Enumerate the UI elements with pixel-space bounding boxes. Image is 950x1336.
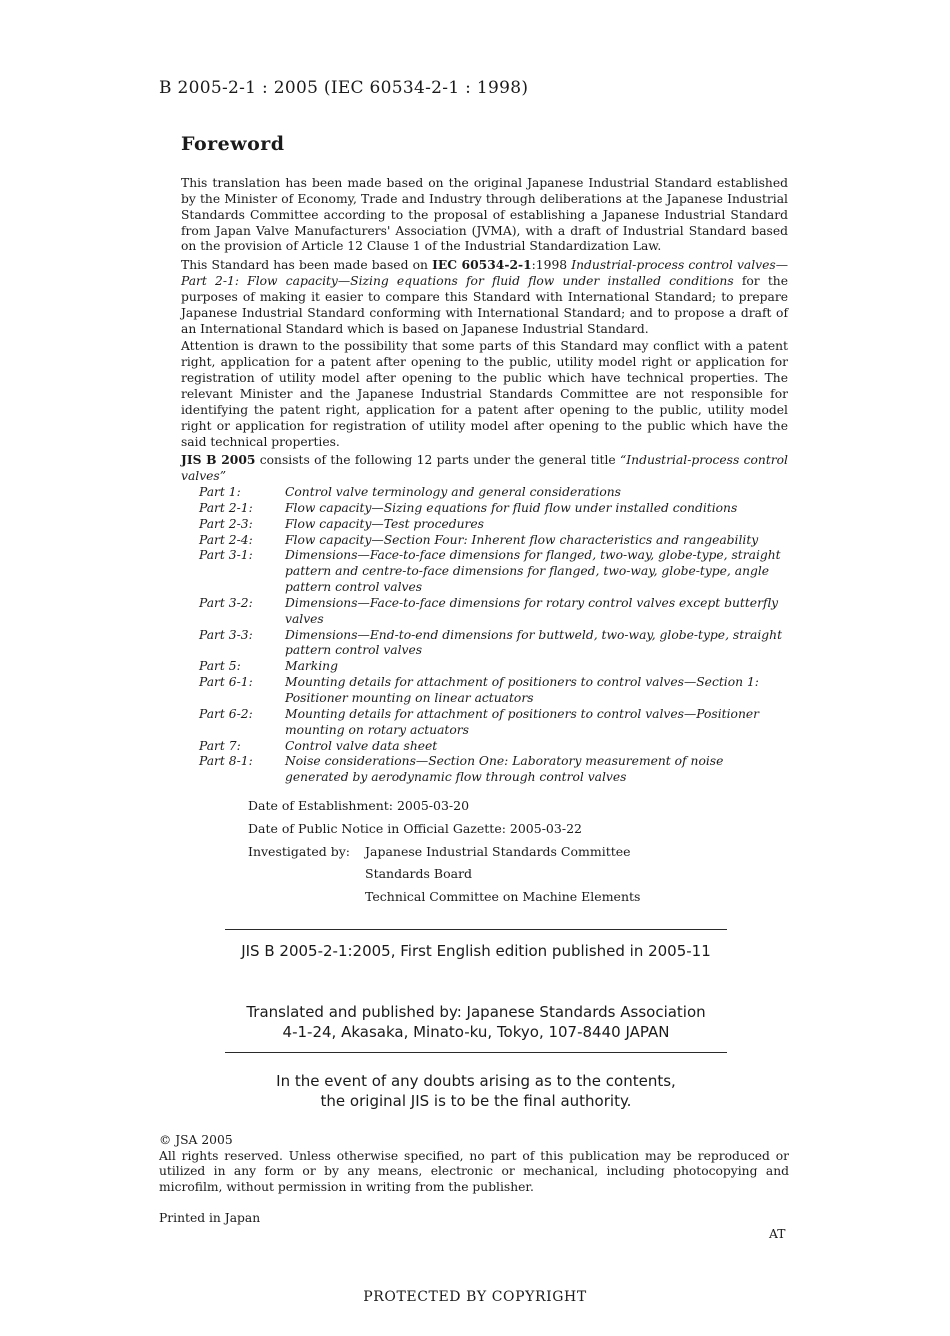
part-number: Part 6-1: — [199, 675, 253, 690]
general-title: “Industrial-process control valves” — [181, 453, 788, 484]
part-number: Part 3-2: — [199, 595, 253, 610]
foreword-heading: Foreword — [181, 133, 285, 155]
part-title: Flow capacity—Section Four: Inherent flow characteristics and rangeability — [285, 532, 759, 547]
notice-line-1: In the event of any doubts arising as to the contents, — [276, 1072, 676, 1090]
divider-bottom — [225, 1052, 727, 1053]
part-item — [199, 533, 788, 549]
part-item — [199, 628, 788, 660]
parts-intro-text: consists of the following 12 parts under the general title — [255, 453, 621, 468]
publisher-block — [225, 1002, 727, 1042]
basis-purpose: for the purposes of making it easier to compare this Standard with International Standard; to prepare Japanese Industrial Standard conforming with International Standard; and to propose a draft of an International Standard which is based on Japanese Industrial Standard. — [181, 274, 788, 336]
part-item — [199, 596, 788, 628]
standard-metadata — [248, 795, 640, 909]
edition-line: JIS B 2005-2-1:2005, First English edition published in 2005-11 — [241, 942, 711, 960]
part-number: Part 6-2: — [199, 706, 253, 721]
part-item — [199, 707, 788, 739]
part-number: Part 7: — [199, 738, 241, 753]
foreword-body — [181, 176, 788, 786]
part-number: Part 3-1: — [199, 548, 253, 563]
part-item — [199, 659, 788, 675]
part-title: Marking — [285, 659, 338, 674]
part-number: Part 2-3: — [199, 516, 253, 531]
part-title: Noise considerations—Section One: Laboratory measurement of noise generated by aerodynamic flow through control valves — [285, 754, 724, 785]
investigator-3: Technical Committee on Machine Elements — [365, 889, 641, 905]
iec-reference: IEC 60534-2-1 — [432, 257, 532, 273]
investigator-1: Japanese Industrial Standards Committee — [365, 843, 631, 859]
establishment-date: Date of Establishment: 2005-03-20 — [248, 798, 470, 813]
part-number: Part 8-1: — [199, 754, 253, 769]
basis-intro: This Standard has been made based on — [181, 258, 433, 273]
part-item — [199, 517, 788, 533]
paragraph-translation: This translation has been made based on the original Japanese Industrial Standard established by the Minister of Economy, Trade and Industry through deliberations at the Japanese Industrial Standards Committee according to the proposal of establishing a Japanese Industrial Standard from Japan Valve Manufacturers' Association (JVMA), with a draft of Industrial Standard based on the provision of Article 12 Clause 1 of the Industrial Standardization Law. — [181, 176, 788, 254]
part-item — [199, 675, 788, 707]
divider-top — [225, 929, 727, 930]
copyright-symbol-line: © JSA 2005 — [159, 1133, 233, 1147]
part-number: Part 2-4: — [199, 532, 253, 547]
copyright-block — [159, 1133, 789, 1195]
notice-line-2: the original JIS is to be the final authority. — [320, 1092, 632, 1110]
part-number: Part 1: — [199, 485, 241, 500]
part-number: Part 2-1: — [199, 500, 253, 515]
part-title: Dimensions—Face-to-face dimensions for rotary control valves except butterfly valves — [285, 595, 779, 626]
part-item — [199, 485, 788, 501]
paragraph-parts-intro — [181, 452, 788, 485]
part-item — [199, 739, 788, 755]
part-title: Mounting details for attachment of positioners to control valves—Section 1: Positioner mounting on linear actuators — [285, 675, 759, 705]
part-title: Dimensions—Face-to-face dimensions for flanged, two-way, globe-type, straight pattern and centre-to-face dimensions for flanged, two-way, globe-type, angle pattern control valves — [285, 548, 781, 595]
paragraph-basis — [181, 257, 788, 337]
investigated-label: Investigated by: — [248, 843, 351, 859]
publisher-name: Translated and published by: Japanese Standards Association — [246, 1003, 706, 1021]
part-number: Part 5: — [199, 659, 241, 674]
part-title: Dimensions—End-to-end dimensions for buttweld, two-way, globe-type, straight pattern control valves — [285, 627, 783, 658]
iec-year: :1998 — [531, 258, 572, 273]
at-mark: AT — [769, 1227, 786, 1241]
part-title: Flow capacity—Test procedures — [285, 516, 484, 531]
publisher-address: 4-1-24, Akasaka, Minato-ku, Tokyo, 107-8440 JAPAN — [282, 1023, 670, 1041]
gazette-date: Date of Public Notice in Official Gazette: 2005-03-22 — [248, 820, 582, 836]
iec-title: Industrial-process control valves—Part 2-1: Flow capacity—Sizing equations for fluid flow under installed conditions — [181, 258, 788, 289]
investigator-2: Standards Board — [365, 866, 473, 882]
part-item — [199, 548, 788, 596]
investigated-by — [248, 841, 640, 864]
printed-in: Printed in Japan — [159, 1211, 261, 1225]
authority-notice — [225, 1071, 727, 1111]
part-title: Control valve data sheet — [285, 738, 438, 753]
copyright-text: All rights reserved. Unless otherwise specified, no part of this publication may be reproduced or utilized in any form or by any means, electronic or mechanical, including photocopying and microfilm, without permission in writing from the publisher. — [159, 1148, 789, 1194]
part-number: Part 3-3: — [199, 627, 253, 642]
protected-footer: PROTECTED BY COPYRIGHT — [363, 1289, 587, 1305]
part-item — [199, 754, 788, 786]
part-item — [199, 501, 788, 517]
jis-reference: JIS B 2005 — [181, 452, 256, 468]
part-title: Mounting details for attachment of positioners to control valves—Positioner mounting on rotary actuators — [285, 706, 760, 737]
document-header: B 2005-2-1 : 2005 (IEC 60534-2-1 : 1998) — [159, 78, 529, 98]
paragraph-patent: Attention is drawn to the possibility that some parts of this Standard may conflict with a patent right, application for a patent after opening to the public, utility model right or application for registration of utility model after opening to the public which have technical properties. The relevant Minister and the Japanese Industrial Standards Committee are not responsible for identifying the patent right, application for a patent after opening to the public, utility model right or application for registration of utility model after opening to the public which have the said technical properties. — [181, 339, 788, 449]
part-title: Flow capacity—Sizing equations for fluid flow under installed conditions — [285, 500, 738, 515]
parts-list — [181, 485, 788, 786]
part-title: Control valve terminology and general considerations — [285, 485, 621, 500]
